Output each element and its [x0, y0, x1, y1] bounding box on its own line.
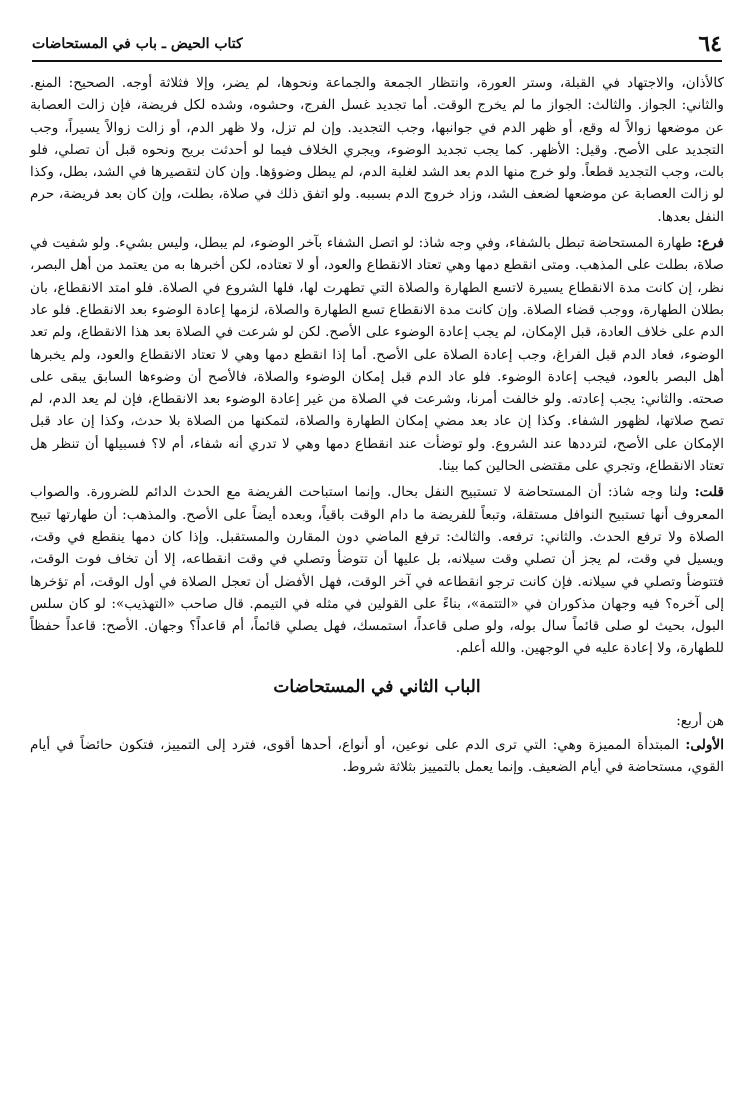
page-body [30, 72, 724, 779]
paragraph-text: المبتدأة المميزة وهي: التي ترى الدم على نوعين، أو أنواع، أحدها أقوى، فترد إلى التمييز، فتكون حائضاً في أيام القوي، مستحاضة في أيام الضعيف. وإنما يعمل بالتمييز بثلاثة شروط. [30, 737, 724, 776]
paragraph-text: طهارة المستحاضة تبطل بالشفاء، وفي وجه شاذ: لو اتصل الشفاء بآخر الوضوء، لم يبطل، وليس بشيء. ولو شفيت في صلاة، بطلت على المذهب. ومتى انقطع دمها وهي تعتاد الانقطاع والعود، أو لا تعتاده، لكن أخبرها به من يعتمد من أهل البصر، نظر، إن كانت مدة الانقطاع يسيرة لاتسع الطهارة والصلاة التي تطهرت لها، فلها الشروع في الصلاة. فلو امتد الانقطاع، بان بطلان الطهارة، ووجب قضاء الصلاة. وإن كانت مدة الانقطاع تسع الطهارة والصلاة، لزمها إعادة الوضوء بعد الانقطاع. فلو عاد الدم على خلاف العادة، قبل الإمكان، لم يجب إعادة الوضوء على الأصح. لكن لو شرعت في الصلاة بعد هذا الانقطاع، ولم تعد الوضوء، فعاد الدم قبل الفراغ، وجب إعادة الصلاة على الأصح. أما إذا انقطع دمها وهي لا تعتاد الانقطاع والعود، ولم يخبرها أهل البصر بالعود، فيجب إعادة الوضوء. فلو عاد الدم قبل إمكان الوضوء والصلاة، فالأصح أن وضوءها السابق يبقى على صحته. والثاني: يجب إعادته. ولو خالفت أمرنا، وشرعت في الصلاة من غير إعادة الوضوء بعد الانقطاع، فإن لم يعد الدم، لم تصح صلاتها، لظهور الشفاء. وكذا إن عاد بعد مضي إمكان الطهارة والصلاة، لتمكنها من الصلاة بلا حدث، وكذا إن عاد قبل الإمكان على الأصح، لترددها عند الشروع. ولو توضأت عند انقطاع دمها وهي لا تدري أنه شفاء، أم لا؟ فسبيلها أن تنظر هل تعتاد الانقطاع، وتجري على مقتضى الحالين كما بينا. [30, 235, 724, 475]
paragraph-continuation [30, 72, 724, 228]
running-title: كتاب الحيض ـ باب في المستحاضات [32, 36, 243, 52]
paragraph-lead-qultu: قلت: [694, 484, 725, 501]
paragraph-text: كالأذان، والاجتهاد في القبلة، وستر العورة، وانتظار الجمعة والجماعة ونحوها، لم يضر، وإلا فثلاثة أوجه. الصحيح: المنع. والثاني: الجواز. والثالث: الجواز ما لم يخرج الوقت. أما تجديد غسل الفرج، وحشوه، وشده لكل فريضة، فإن زالت العصابة عن موضعها زوالاً له وقع، أو ظهر الدم في جوانبها، وجب التجديد. وإن لم تزل، ولا ظهر الدم، أو زالت زوالاً يسيراً، وجب التجديد على الأصح. وقيل: الأظهر. كما يجب تجديد الوضوء، ويجري الخلاف فيما لو أحدثت بريح ونحوه قبل أن تصلي، فلو بالت، وجب التجديد قطعاً. ولو خرج منها الدم بعد الشد لغلبة الدم، لم يبطل وضوؤها. وإن كان لتقصيرها في الشد، بطل، وكذا لو زالت العصابة عن موضعها لضعف الشد، وزاد خروج الدم بسببه. ولو اتفق ذلك في صلاة، بطلت، وإن كان بعد فريضة، حرم النفل بعدها. [30, 75, 724, 225]
paragraph-lead-first: الأولى: [685, 737, 724, 754]
paragraph-far [30, 232, 724, 477]
paragraph-first-type [30, 734, 724, 779]
page-number: ٦٤ [698, 31, 722, 57]
chapter-title: الباب الثاني في المستحاضات [273, 676, 481, 697]
paragraph-text: ولنا وجه شاذ: أن المستحاضة لا تستبيح النفل بحال. وإنما استباحت الفريضة مع الحدث الدائم للضرورة. والصواب المعروف أنها تستبيح النوافل مستقلة، وتبعاً للفريضة ما دام الوقت باقياً، وبعده أيضاً على الأصح. والمذهب: أن طهارتها تبيح الصلاة ولا ترفع الحدث. والثاني: ترفعه. والثالث: ترفع الماضي دون المقارن والمستقبل. وإذا كان دمها ينقطع في وقت، ويسيل في وقت، لم يجز أن تصلي وقت سيلانه، بل عليها أن تتوضأ وتصلي في وقت انقطاعه، إلا أن تخاف فوت الوقت، فتتوضأ وتصلي في سيلانه. فإن كانت ترجو انقطاعه في آخر الوقت، فهل الأفضل أن تعجل الصلاة في أول الوقت، أم تؤخرها إلى آخره؟ فيه وجهان مذكوران في «التتمة»، بناءً على القولين في مثله في التيمم. قال صاحب «التهذيب»: لو كان سلس البول، بحيث لو صلى قائماً سال بوله، ولو صلى قاعداً، استمسك، فهل يصلي قائماً، أم قاعداً؟ وجهان. الأصح: قاعداً حفظاً للطهارة، ولا إعادة عليه في الوجهين. والله أعلم. [30, 484, 724, 657]
paragraph-qultu [30, 481, 724, 659]
paragraph-lead-far: فرع: [696, 235, 724, 252]
page-header [32, 26, 722, 62]
chapter-intro: هن أربع: [676, 712, 724, 729]
